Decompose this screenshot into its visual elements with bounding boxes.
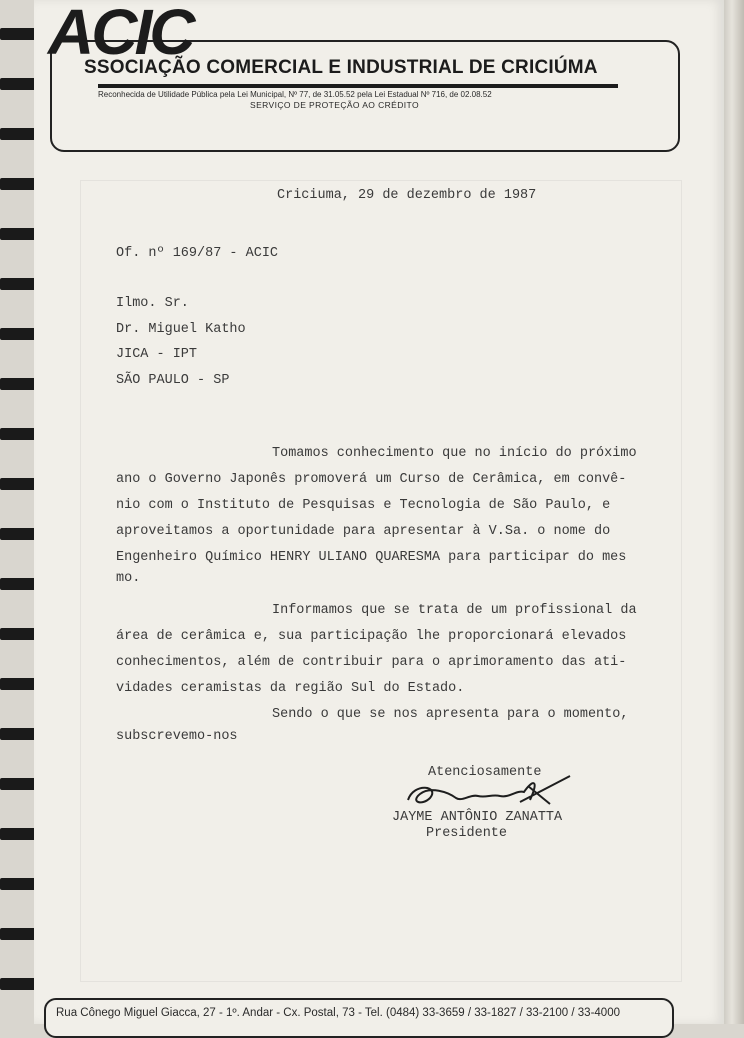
page-edge [724,0,744,1024]
body-line: mo. [116,571,141,586]
addressee-line: Dr. Miguel Katho [116,322,246,337]
body-line: Sendo o que se nos apresenta para o momento, [272,707,629,722]
recognition-text: Reconhecida de Utilidade Pública pela Lei Municipal, Nº 77, de 31.05.52 pela Lei Estadual Nº 716, de 02.08.52 [98,90,492,99]
addressee-line: SÃO PAULO - SP [116,373,230,388]
footer-address: Rua Cônego Miguel Giacca, 27 - 1º. Andar - Cx. Postal, 73 - Tel. (0484) 33-3659 / 33-1827 / 33-2100 / 33-4000 [56,1007,620,1019]
body-line: aproveitamos a oportunidade para apresentar à V.Sa. o nome do [116,524,611,539]
body-line: Engenheiro Químico HENRY ULIANO QUARESMA para participar do mes [116,550,627,565]
body-line: nio com o Instituto de Pesquisas e Tecnologia de São Paulo, e [116,498,611,513]
body-line: vidades ceramistas da região Sul do Estado. [116,681,465,696]
acic-logo: ACIC [48,0,193,68]
reference-number: Of. nº 169/87 - ACIC [116,246,279,261]
signer-name: JAYME ANTÔNIO ZANATTA [392,810,563,825]
addressee-line: JICA - IPT [116,347,198,362]
service-text: SERVIÇO DE PROTEÇÃO AO CRÉDITO [250,100,419,110]
signature-scribble [400,772,580,812]
signer-title: Presidente [426,826,508,841]
body-line: Informamos que se trata de um profissional da [272,603,637,618]
body-line: ano o Governo Japonês promoverá um Curso de Cerâmica, em convê- [116,472,627,487]
body-line: subscrevemo-nos [116,729,238,744]
association-name: SSOCIAÇÃO COMERCIAL E INDUSTRIAL DE CRICIÚMA [84,57,598,78]
body-line: área de cerâmica e, sua participação lhe proporcionará elevados [116,629,627,644]
addressee-line: Ilmo. Sr. [116,296,189,311]
closing: Atenciosamente [428,765,542,780]
body-line: Tomamos conhecimento que no início do próximo [272,446,637,461]
place-date: Criciuma, 29 de dezembro de 1987 [277,188,537,203]
letterhead-rule [98,84,618,88]
body-line: conhecimentos, além de contribuir para o aprimoramento das ati- [116,655,627,670]
